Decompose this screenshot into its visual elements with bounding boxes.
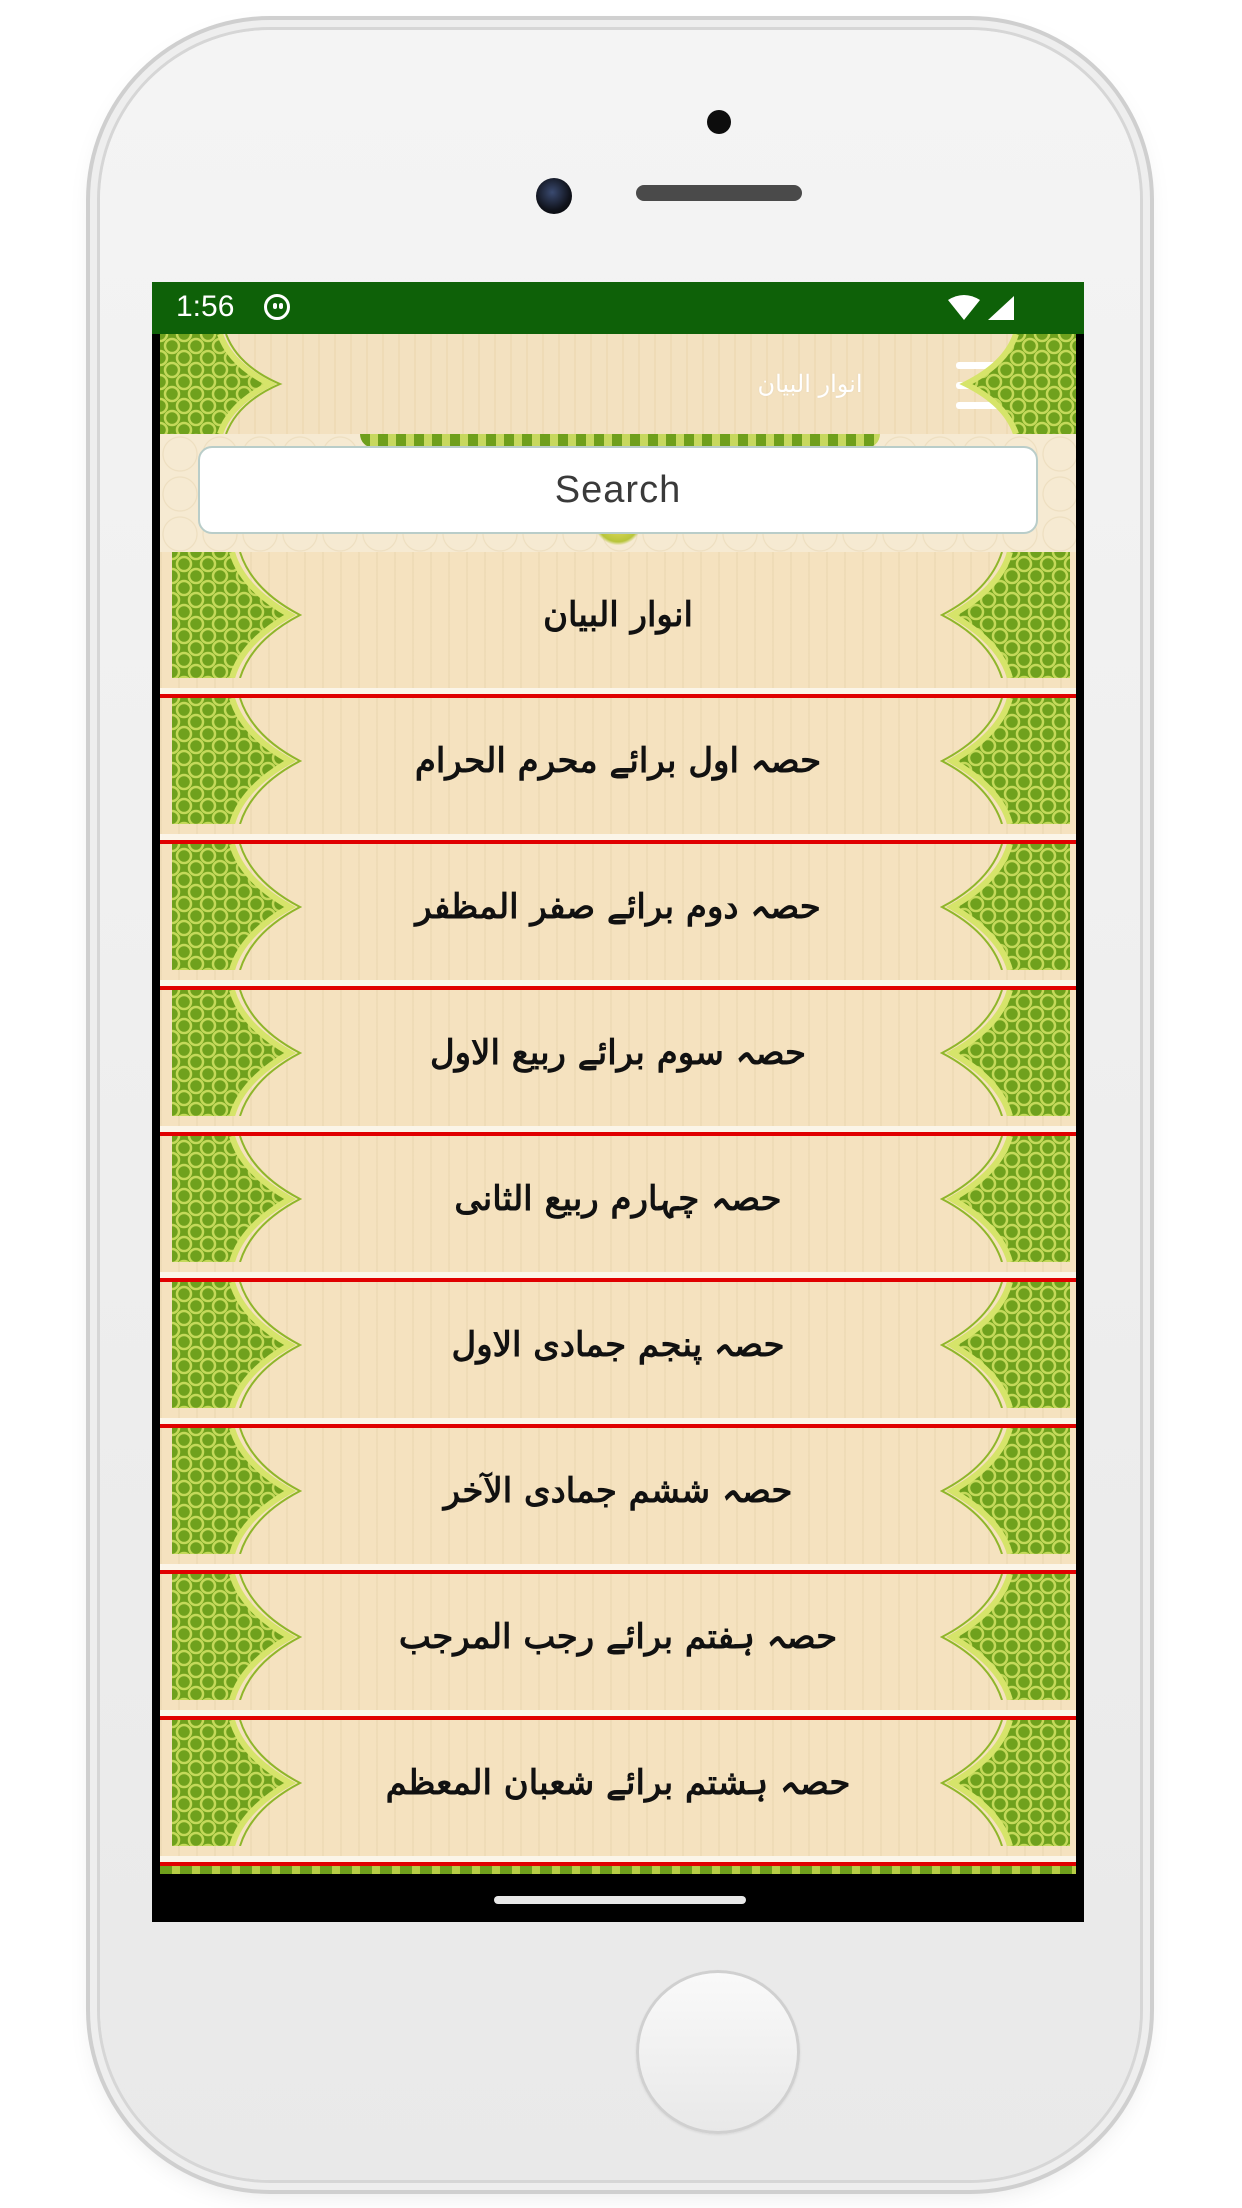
ornament-left bbox=[172, 552, 302, 678]
home-button[interactable] bbox=[636, 1970, 800, 2134]
ornament-right bbox=[940, 1428, 1070, 1554]
ornament-left bbox=[172, 1136, 302, 1262]
list-item-label: انوار البیان bbox=[543, 595, 693, 635]
face-icon bbox=[264, 294, 290, 320]
ornament-left bbox=[172, 698, 302, 824]
list-item[interactable] bbox=[160, 1428, 1076, 1574]
list-item[interactable] bbox=[160, 1136, 1076, 1282]
ornament-left bbox=[172, 1720, 302, 1846]
ornament-right bbox=[940, 844, 1070, 970]
list-item[interactable] bbox=[160, 698, 1076, 844]
list-item[interactable] bbox=[160, 990, 1076, 1136]
ornament-right bbox=[940, 698, 1070, 824]
wifi-icon bbox=[948, 295, 980, 320]
list-item-label: حصہ پنجم جمادی الاول bbox=[451, 1325, 785, 1365]
ornament-left bbox=[172, 990, 302, 1116]
status-icons bbox=[944, 294, 1024, 324]
list-item[interactable] bbox=[160, 1720, 1076, 1866]
phone-screen bbox=[152, 282, 1084, 1922]
app-content bbox=[160, 334, 1076, 1874]
search-input[interactable] bbox=[198, 446, 1038, 534]
ornament-left bbox=[172, 1428, 302, 1554]
ornament-right bbox=[940, 552, 1070, 678]
toolbar-ornament-right bbox=[946, 334, 1076, 434]
status-time: 1:56 bbox=[176, 290, 235, 323]
ornament-right bbox=[940, 1282, 1070, 1408]
ornament-right bbox=[940, 1720, 1070, 1846]
toolbar-ornament-left bbox=[160, 334, 290, 434]
list-item[interactable] bbox=[160, 844, 1076, 990]
search-area bbox=[160, 434, 1076, 552]
list-item[interactable] bbox=[160, 1282, 1076, 1428]
list-item[interactable] bbox=[160, 552, 1076, 698]
cellular-signal-icon bbox=[988, 296, 1014, 320]
list-item[interactable] bbox=[160, 1574, 1076, 1720]
list-item-label: حصہ ہفتم برائے رجب المرجب bbox=[398, 1617, 838, 1657]
list-item-label: حصہ ششم جمادی الآخر bbox=[443, 1471, 793, 1511]
toolbar bbox=[160, 334, 1076, 434]
home-indicator[interactable] bbox=[494, 1896, 746, 1904]
list-item-label: حصہ سوم برائے ربیع الاول bbox=[429, 1033, 807, 1073]
earpiece-speaker bbox=[636, 185, 802, 201]
ornament-right bbox=[940, 1136, 1070, 1262]
ornament-right bbox=[940, 990, 1070, 1116]
list-item-label: حصہ چہارم ربیع الثانی bbox=[454, 1179, 782, 1219]
front-camera bbox=[536, 178, 572, 214]
ornament-left bbox=[172, 844, 302, 970]
status-bar bbox=[152, 282, 1084, 334]
ornament-right bbox=[940, 1574, 1070, 1700]
list-item-label: حصہ ہشتم برائے شعبان المعظم bbox=[385, 1763, 851, 1803]
proximity-sensor bbox=[707, 110, 731, 134]
toolbar-title: انوار البیان bbox=[757, 370, 863, 398]
list-item-label: حصہ دوم برائے صفر المظفر bbox=[415, 887, 821, 927]
list-item-partial[interactable] bbox=[160, 1866, 1076, 1874]
ornament-left bbox=[172, 1282, 302, 1408]
ornament-left bbox=[172, 1574, 302, 1700]
list-item-label: حصہ اول برائے محرم الحرام bbox=[414, 741, 822, 781]
chapter-list bbox=[160, 552, 1076, 1874]
